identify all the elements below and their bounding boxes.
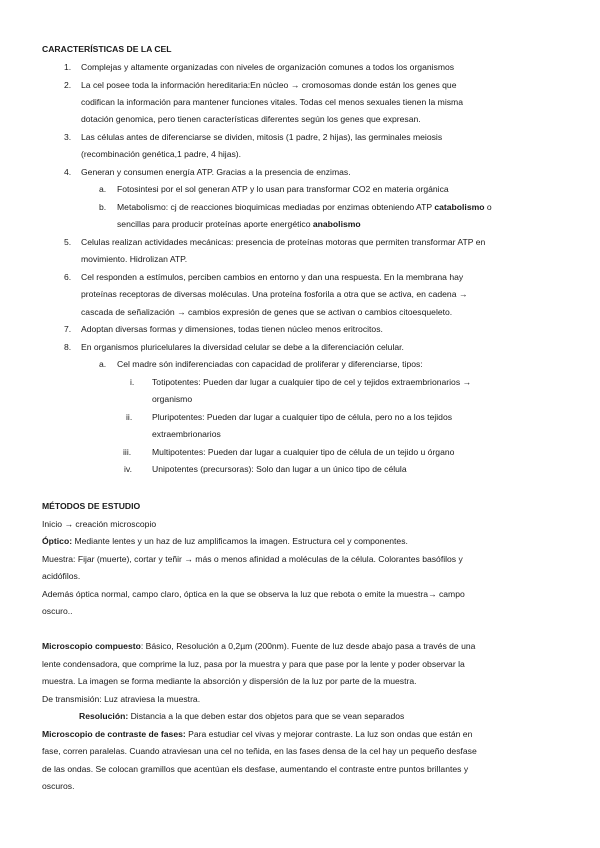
roman-numeral: ii. [126, 412, 133, 422]
sublist-letter: a. [99, 184, 107, 194]
paragraph-line: acidófilos. [42, 571, 81, 581]
roman-item-text: organismo [152, 394, 193, 404]
list-item-text: movimiento. Hidrolizan ATP. [81, 254, 188, 264]
sublist-item-text [117, 216, 361, 233]
list-number: 1. [64, 62, 72, 72]
roman-item-text: Totipotentes: Pueden dar lugar a cualquier tipo de cel y tejidos extraembrionarios → [152, 377, 472, 387]
paragraph-line [42, 533, 408, 550]
paragraph-line [79, 708, 404, 725]
bold-term-contraste-fases: Microscopio de contraste de fases: [42, 729, 186, 739]
text-run: sencillas para producir proteínas aporte energético [117, 219, 313, 229]
sublist-item-text: Fotosintesi por el sol generan ATP y lo usan para transformar CO2 en materia orgánica [117, 184, 449, 194]
text-run: o [484, 202, 492, 212]
text-run: Metabolismo: cj de reacciones bioquimicas mediadas por enzimas obteniendo ATP [117, 202, 435, 212]
list-item-text: Celulas realizan actividades mecánicas: presencia de proteínas motoras que permiten transformar ATP en [81, 237, 486, 247]
list-number: 6. [64, 272, 72, 282]
sublist-item-text: Cel madre són indiferenciadas con capacidad de proliferar y diferenciarse, tipos: [117, 359, 423, 369]
sublist-letter: a. [99, 359, 107, 369]
paragraph-line [42, 726, 472, 743]
roman-numeral: iii. [123, 447, 132, 457]
roman-item-text: Pluripotentes: Pueden dar lugar a cualquier tipo de célula, pero no a los tejidos [152, 412, 453, 422]
list-number: 5. [64, 237, 72, 247]
list-item-text: Generan y consumen energía ATP. Gracias a la presencia de enzimas. [81, 167, 351, 177]
roman-numeral: i. [130, 377, 135, 387]
list-item-text: En organismos pluricelulares la diversidad celular se debe a la diferenciación celular. [81, 342, 404, 352]
bold-term-anabolismo: anabolismo [312, 219, 361, 229]
list-item-text: (recombinación genética,1 padre, 4 hijas). [81, 149, 242, 159]
list-number: 2. [64, 80, 72, 90]
list-item-text: codifican la información para mantener funciones vitales. Todas cel menos sexuales tienen la misma [81, 97, 463, 107]
section-title-caracteristicas: CARACTERÍSTICAS DE LA CEL [42, 44, 172, 54]
sublist-item-text [117, 199, 492, 216]
list-number: 3. [64, 132, 72, 142]
roman-item-text: Multipotentes: Pueden dar lugar a cualquier tipo de célula de un tejido u órgano [152, 447, 455, 457]
paragraph-line: lente condensadora, que comprime la luz, pasa por la muestra y para que pase por la lente y poder observar la [42, 659, 465, 669]
list-item-text: Cel responden a estímulos, perciben cambios en entorno y dan una respuesta. En la membrana hay [81, 272, 464, 282]
paragraph-line: oscuro.. [42, 606, 73, 616]
paragraph-line: Inicio → creación microscopio [42, 519, 157, 529]
list-item-text: dotación genomica, pero tienen características diferentes según los genes que expresan. [81, 114, 421, 124]
list-item-text: proteínas receptoras de diversas moléculas. Una proteína fosforila a otra que se activa, en cadena → [81, 289, 468, 299]
paragraph-line: De transmisión: Luz atraviesa la muestra. [42, 694, 201, 704]
section-title-metodos: MÉTODOS DE ESTUDIO [42, 501, 141, 511]
roman-numeral: iv. [124, 464, 132, 474]
list-item-text: Adoptan diversas formas y dimensiones, todas tienen núcleo menos eritrocitos. [81, 324, 383, 334]
paragraph-line: oscuros. [42, 781, 75, 791]
text-run: : Básico, Resolución a 0,2µm (200nm). Fuente de luz desde abajo pasa a través de una [140, 641, 476, 651]
paragraph-line [42, 638, 475, 655]
paragraph-line: muestra. La imagen se forma mediante la absorción y dispersión de la luz por parte de la muestra. [42, 676, 417, 686]
list-item-text: Las células antes de diferenciarse se dividen, mitosis (1 padre, 2 hijas), las germinales meiosis [81, 132, 443, 142]
text-run: Mediante lentes y un haz de luz amplificamos la imagen. Estructura cel y componentes. [72, 536, 408, 546]
list-number: 4. [64, 167, 72, 177]
bold-term-microscopio-compuesto: Microscopio compuesto [42, 641, 141, 651]
paragraph-line: fase, corren paralelas. Cuando atraviesan una cel no teñida, en las fases densa de la cel hay un pequeño desfase [42, 746, 477, 756]
bold-term-resolucion: Resolución: [79, 711, 129, 721]
bold-term-optico: Óptico: [42, 536, 73, 546]
paragraph-line: de las ondas. Se colocan gramillos que acentúan els desfase, aumentando el contraste entre puntos brillantes y [42, 764, 469, 774]
paragraph-line: Además óptica normal, campo claro, óptica en la que se observa la luz que rebota o emite la muestra→ campo [42, 589, 465, 599]
roman-item-text: extraembrionarios [152, 429, 221, 439]
paragraph-line: Muestra: Fijar (muerte), cortar y teñir → más o menos afinidad a moléculas de la célula. Colorantes basófilos y [42, 554, 463, 564]
list-item-text: La cel posee toda la información hereditaria:En núcleo → cromosomas donde están los genes que [81, 80, 457, 90]
bold-term-catabolismo: catabolismo [434, 202, 485, 212]
text-run: Distancia a la que deben estar dos objetos para que se vean separados [128, 711, 405, 721]
list-number: 7. [64, 324, 72, 334]
text-run: Para estudiar cel vivas y mejorar contraste. La luz son ondas que están en [185, 729, 473, 739]
sublist-letter: b. [99, 202, 107, 212]
roman-item-text: Unipotentes (precursoras): Solo dan lugar a un único tipo de célula [152, 464, 407, 474]
list-item-text: cascada de señalización → cambios expresión de genes que se activan o cambios citoesqueleto. [81, 307, 453, 317]
list-item-text: Complejas y altamente organizadas con niveles de organización comunes a todos los organismos [81, 62, 455, 72]
list-number: 8. [64, 342, 72, 352]
